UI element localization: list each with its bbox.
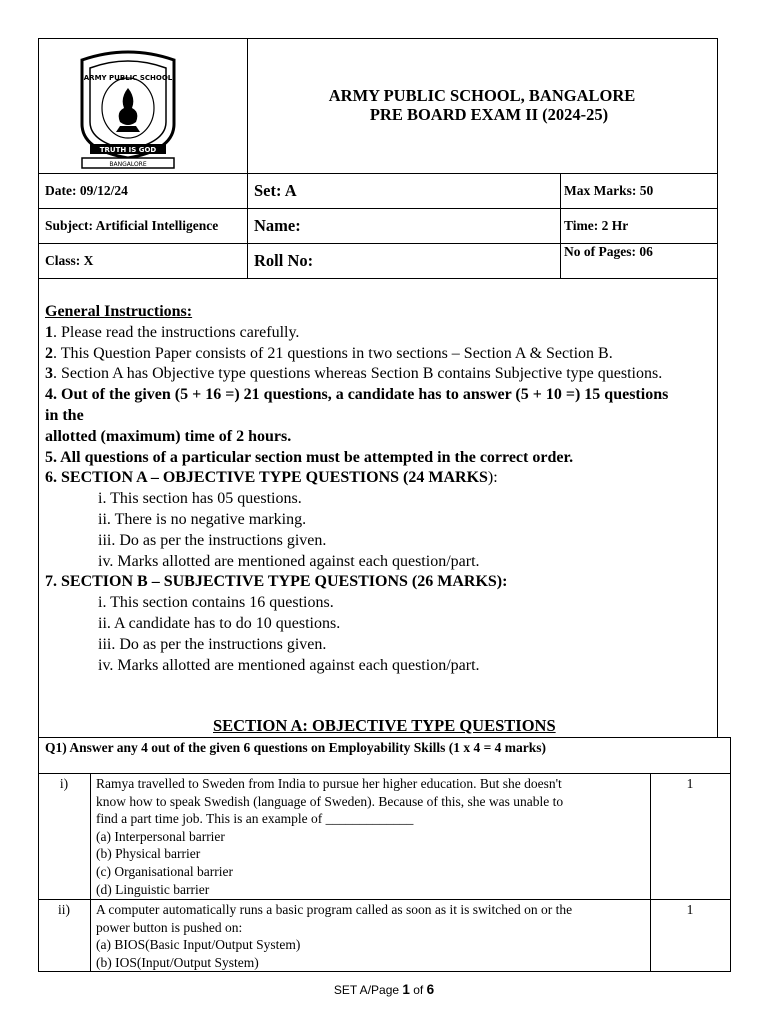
option: (b) Physical barrier: [96, 846, 201, 862]
svg-text:TRUTH IS GOD: TRUTH IS GOD: [99, 146, 157, 154]
question-ii-text: [96, 901, 572, 971]
question-marks: 1: [686, 776, 694, 791]
instruction-3: 3. Section A has Objective type questions whereas Section B contains Subjective type questions.: [45, 365, 663, 383]
instruction-6-sub: iii. Do as per the instructions given.: [98, 531, 327, 549]
instruction-4: 4. Out of the given (5 + 16 =) 21 questions, a candidate has to answer (5 + 10 =) 15 questions: [45, 386, 669, 404]
instruction-6-sub: iv. Marks allotted are mentioned against each question/part.: [98, 552, 480, 570]
question-line: power button is pushed on:: [96, 919, 243, 935]
option: (a) Interpersonal barrier: [96, 828, 225, 844]
instruction-7-sub: i. This section contains 16 questions.: [98, 594, 334, 612]
school-title-block: [248, 86, 716, 124]
instructions-heading: General Instructions:: [45, 303, 193, 320]
instruction-7-sub: iv. Marks allotted are mentioned against each question/part.: [98, 656, 480, 674]
question-marks: 1: [686, 902, 694, 917]
pages-field: No of Pages: 06: [564, 244, 653, 259]
question-line: know how to speak Swedish (language of Sweden). Because of this, she was unable to: [96, 793, 564, 809]
question-number: ii): [58, 902, 70, 917]
footer-of: of: [409, 983, 427, 997]
set-field: Set: A: [254, 181, 297, 200]
max-marks-field: Max Marks: 50: [564, 183, 654, 198]
question-number: i): [59, 776, 69, 791]
page-footer: [0, 982, 768, 997]
option: (b) IOS(Input/Output System): [96, 954, 259, 970]
instruction-6: 6. SECTION A – OBJECTIVE TYPE QUESTIONS (24 MARKS):: [45, 469, 498, 487]
question-i-text: [96, 775, 563, 898]
question-line: A computer automatically runs a basic program called as soon as it is switched on or the: [96, 902, 573, 917]
option: (c) Organisational barrier: [96, 863, 233, 879]
svg-text:BANGALORE: BANGALORE: [109, 161, 147, 168]
instruction-1: 1. Please read the instructions carefully.: [45, 323, 300, 341]
name-field: Name:: [254, 216, 301, 235]
exam-name: PRE BOARD EXAM II (2024-25): [369, 105, 609, 124]
instruction-7-sub: ii. A candidate has to do 10 questions.: [98, 614, 341, 632]
class-field: Class: X: [45, 253, 94, 268]
footer-total-pages: 6: [426, 982, 435, 997]
question-line: find a part time job. This is an example of _____________: [96, 811, 414, 827]
roll-no-field: Roll No:: [254, 251, 314, 270]
svg-text:ARMY PUBLIC SCHOOL: ARMY PUBLIC SCHOOL: [83, 74, 173, 82]
instruction-2: 2. This Question Paper consists of 21 questions in two sections – Section A & Section B.: [45, 344, 613, 362]
question-line: Ramya travelled to Sweden from India to pursue her higher education. But she doesn't: [96, 776, 562, 791]
school-name: ARMY PUBLIC SCHOOL, BANGALORE: [328, 86, 636, 105]
general-instructions: [45, 302, 735, 676]
option: (a) BIOS(Basic Input/Output System): [96, 937, 301, 953]
instruction-4-cont2: allotted (maximum) time of 2 hours.: [45, 427, 292, 445]
instruction-7-sub: iii. Do as per the instructions given.: [98, 635, 327, 653]
footer-page-number: 1: [402, 982, 410, 997]
subject-field: Subject: Artificial Intelligence: [45, 218, 219, 233]
instruction-6-sub: i. This section has 05 questions.: [98, 490, 302, 508]
time-field: Time: 2 Hr: [564, 218, 629, 233]
instruction-7: 7. SECTION B – SUBJECTIVE TYPE QUESTIONS (26 MARKS):: [45, 573, 508, 591]
instruction-5: 5. All questions of a particular section must be attempted in the correct order.: [45, 448, 574, 466]
instruction-6-sub: ii. There is no negative marking.: [98, 510, 307, 528]
school-logo: [76, 50, 180, 172]
date-field: Date: 09/12/24: [45, 183, 128, 198]
option: (d) Linguistic barrier: [96, 881, 210, 897]
section-a-title: SECTION A: OBJECTIVE TYPE QUESTIONS: [213, 716, 556, 735]
q1-heading: Q1) Answer any 4 out of the given 6 questions on Employability Skills (1 x 4 = 4 marks): [45, 740, 547, 755]
footer-prefix: SET A/Page: [333, 983, 403, 997]
instruction-4-cont: in the: [45, 406, 84, 424]
